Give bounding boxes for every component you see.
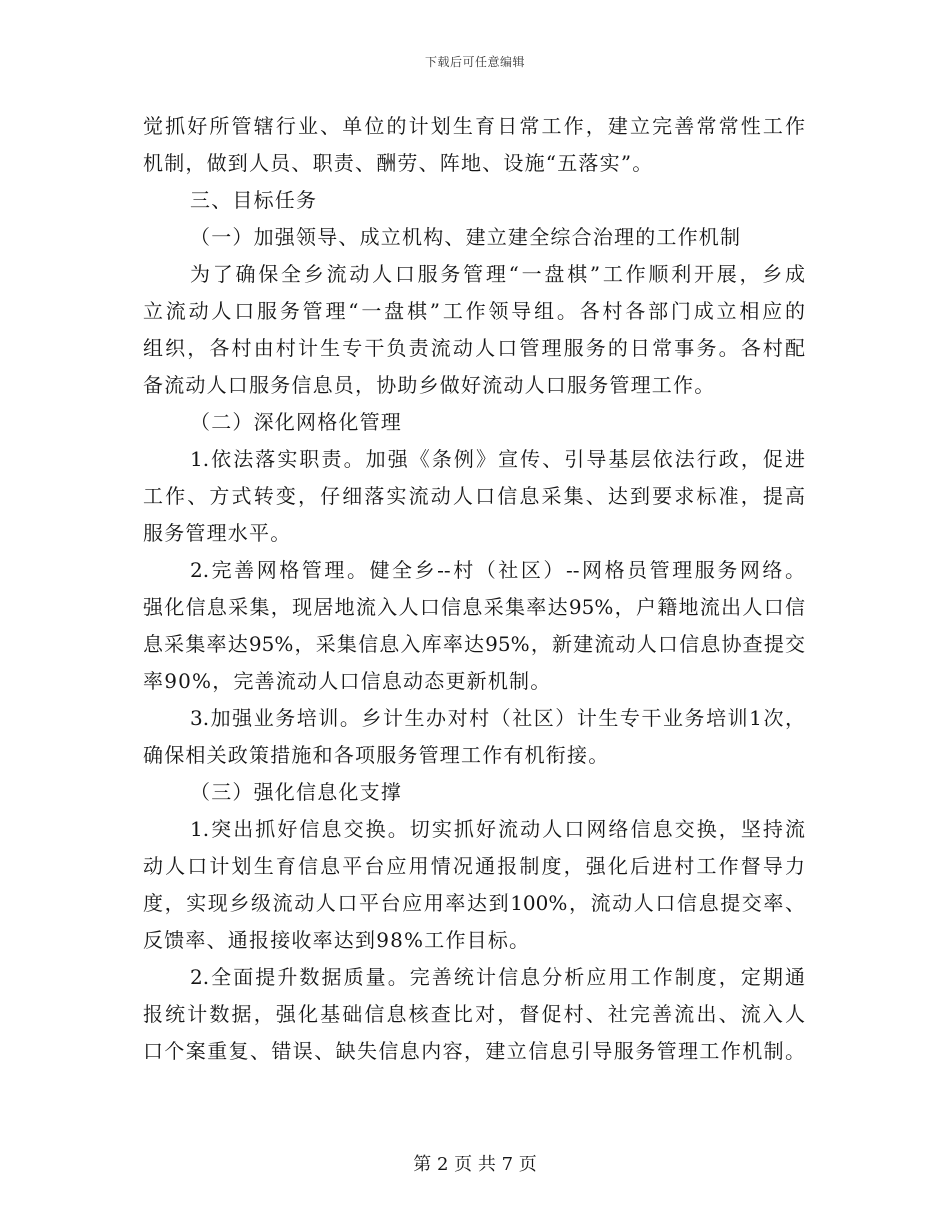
section-heading xyxy=(143,182,805,219)
text-line: 机制，做到人员、职责、酬劳、阵地、设施“五落实”。 xyxy=(143,151,654,175)
subsection-heading-text: （二）深化网格化管理 xyxy=(190,410,402,434)
text-line: 度，实现乡级流动人口平台应用率达到100%，流动人口信息提交率、 xyxy=(143,891,805,915)
text-line: 口个案重复、错误、缺失信息内容，建立信息引导服务管理工作机制。 xyxy=(143,1039,805,1063)
text-line: 觉抓好所管辖行业、单位的计划生育日常工作，建立完善常常性工作 xyxy=(143,114,805,138)
text-line: 工作、方式转变，仔细落实流动人口信息采集、达到要求标准，提高 xyxy=(143,484,805,508)
header-note: 下载后可任意编辑 xyxy=(424,55,525,69)
text-line: 强化信息采集，现居地流入人口信息采集率达95%，户籍地流出人口信 xyxy=(143,595,805,619)
section-heading-text: 三、目标任务 xyxy=(190,188,318,212)
text-line: 反馈率、通报接收率达到98%工作目标。 xyxy=(143,928,531,952)
text-line: 息采集率达95%，采集信息入库率达95%，新建流动人口信息协查提交 xyxy=(143,632,805,656)
subsection-heading-text: （三）强化信息化支撑 xyxy=(190,780,402,804)
text-line: 动人口计划生育信息平台应用情况通报制度，强化后进村工作督导力 xyxy=(143,854,805,878)
subsection-heading-text: （一）加强领导、成立机构、建立建全综合治理的工作机制 xyxy=(190,225,742,249)
text-line: 1.依法落实职责。加强《条例》宣传、引导基层依法行政，促进 xyxy=(190,447,805,471)
page-number: 第 2 页 共 7 页 xyxy=(413,1154,537,1175)
text-line: 3.加强业务培训。乡计生办对村（社区）计生专干业务培训1次， xyxy=(190,706,805,730)
text-line: 备流动人口服务信息员，协助乡做好流动人口服务管理工作。 xyxy=(143,373,716,397)
paragraph xyxy=(143,108,805,182)
text-line: 报统计数据，强化基础信息核查比对，督促村、社完善流出、流入人 xyxy=(143,1002,805,1026)
text-line: 确保相关政策措施和各项服务管理工作有机衔接。 xyxy=(143,743,610,767)
text-line: 服务管理水平。 xyxy=(143,521,292,545)
subsection-heading xyxy=(143,404,805,441)
text-line: 为了确保全乡流动人口服务管理“一盘棋”工作顺利开展，乡成 xyxy=(190,262,805,286)
subsection-heading xyxy=(143,774,805,811)
text-line: 2.全面提升数据质量。完善统计信息分析应用工作制度，定期通 xyxy=(190,965,805,989)
text-line: 2.完善网格管理。健全乡--村（社区）--网格员管理服务网络。 xyxy=(190,558,805,582)
paragraph xyxy=(143,256,805,404)
text-line: 率90%，完善流动人口信息动态更新机制。 xyxy=(143,669,552,693)
paragraph xyxy=(143,811,805,959)
paragraph xyxy=(143,959,805,1070)
text-line: 1.突出抓好信息交换。切实抓好流动人口网络信息交换，坚持流 xyxy=(190,817,805,841)
document-body xyxy=(143,108,805,1070)
paragraph xyxy=(143,700,805,774)
text-line: 组织，各村由村计生专干负责流动人口管理服务的日常事务。各村配 xyxy=(143,336,805,360)
paragraph xyxy=(143,552,805,700)
paragraph xyxy=(143,441,805,552)
subsection-heading xyxy=(143,219,805,256)
text-line: 立流动人口服务管理“一盘棋”工作领导组。各村各部门成立相应的 xyxy=(143,299,805,323)
